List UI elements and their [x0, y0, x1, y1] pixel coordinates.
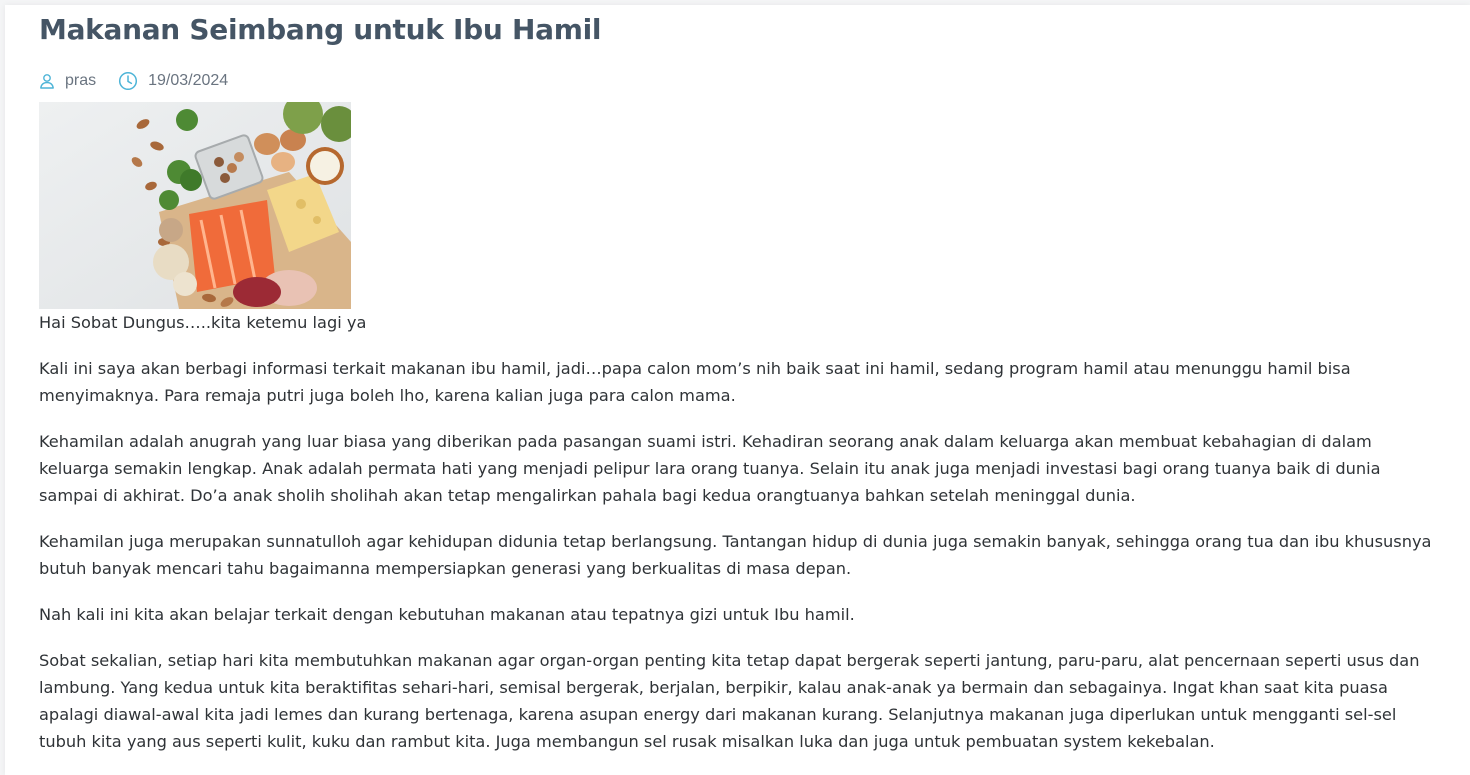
- user-icon: [39, 73, 55, 89]
- post-date-text: 19/03/2024: [148, 72, 229, 89]
- healthy-food-photo: [39, 102, 351, 309]
- post-meta: [39, 69, 1439, 93]
- post-author[interactable]: [39, 72, 96, 90]
- post-author-name: pras: [65, 72, 97, 89]
- featured-image: [39, 102, 351, 309]
- article-body: [39, 309, 1439, 755]
- paragraph: Nah kali ini kita akan belajar terkait dengan kebutuhan makanan atau tepatnya gizi untuk Ibu hamil.: [39, 605, 855, 624]
- paragraph-greeting: Hai Sobat Dungus…..kita ketemu lagi ya: [39, 313, 367, 332]
- article: [5, 5, 1470, 775]
- paragraph: Kehamilan juga merupakan sunnatulloh agar kehidupan didunia tetap berlangsung. Tantangan hidup di dunia juga semakin banyak, sehingga orang tua dan ibu khususnya butuh banyak mencari tahu bagaimanna mempersiapkan generasi yang berkualitas di masa depan.: [39, 532, 1432, 578]
- paragraph: Sobat sekalian, setiap hari kita membutuhkan makanan agar organ-organ penting kita tetap dapat bergerak seperti jantung, paru-paru, alat pencernaan seperti usus dan lambung. Yang kedua untuk kita beraktifitas sehari-hari, semisal bergerak, berjalan, berpikir, kalau anak-anak ya bermain dan sebagainya. Ingat khan saat kita puasa apalagi diawal-awal kita jadi lemes dan kurang bertenaga, karena asupan energy dari makanan kurang. Selanjutnya makanan juga diperlukan untuk mengganti sel-sel tubuh kita yang aus seperti kulit, kuku dan rambut kita. Juga membangun sel rusak misalkan luka dan juga untuk pembuatan system kekebalan.: [39, 651, 1420, 751]
- article-content: [39, 5, 1439, 774]
- post-date[interactable]: [118, 71, 228, 91]
- paragraph: Kali ini saya akan berbagi informasi terkait makanan ibu hamil, jadi…papa calon mom’s nih baik saat ini hamil, sedang program hamil atau menunggu hamil bisa menyimaknya. Para remaja putri juga boleh lho, karena kalian juga para calon mama.: [39, 359, 1351, 405]
- clock-icon: [118, 71, 138, 91]
- paragraph: Kehamilan adalah anugrah yang luar biasa yang diberikan pada pasangan suami istri. Kehadiran seorang anak dalam keluarga akan membuat kebahagian di dalam keluarga semakin lengkap. Anak adalah permata hati yang menjadi pelipur lara orang tuanya. Selain itu anak juga menjadi investasi bagi orang tuanya baik di dunia sampai di akhirat. Do’a anak sholih sholihah akan tetap mengalirkan pahala bagi kedua orangtuanya bahkan setelah meninggal dunia.: [39, 432, 1381, 505]
- post-title: Makanan Seimbang untuk Ibu Hamil: [39, 13, 602, 46]
